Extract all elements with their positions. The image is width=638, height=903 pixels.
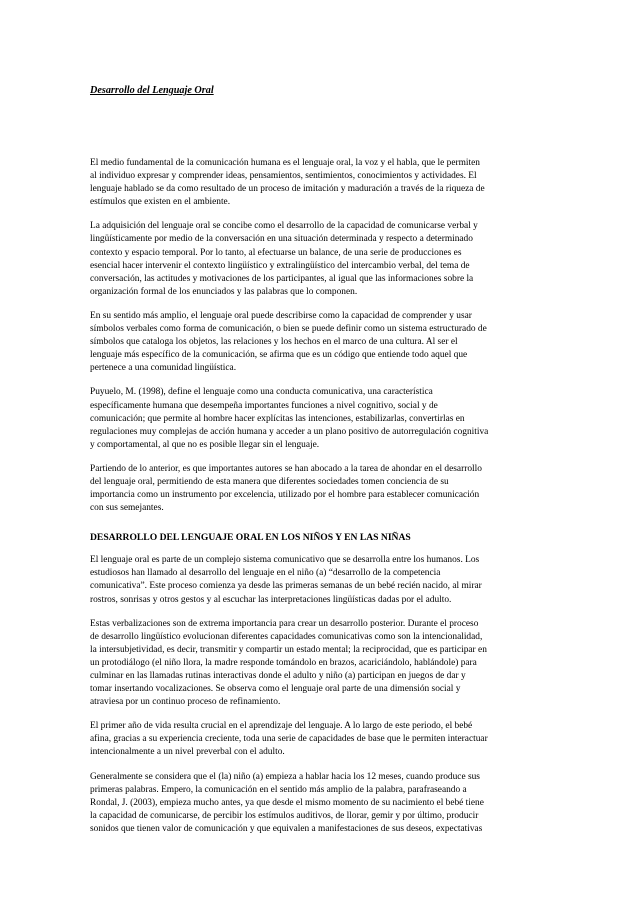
paragraph-line: El medio fundamental de la comunicación humana es el lenguaje oral, la voz y el habla, que le permiten <box>90 158 480 168</box>
paragraph <box>90 386 546 451</box>
paragraph-line: Partiendo de lo anterior, es que importantes autores se han abocado a la tarea de ahondar en el desarrollo <box>90 463 482 474</box>
paragraph-line: símbolos que cataloga los objetos, las relaciones y los hechos en el marco de una cultura. Al ser el <box>90 337 458 348</box>
paragraph-line: culminar en las llamadas rutinas interactivas donde el adulto y niño (a) participan en juegos de dar y <box>90 671 466 681</box>
paragraph-line: comunicativa”. Este proceso comienza ya desde las primeras semanas de un bebé recién nacido, al mirar <box>90 581 482 592</box>
document-body <box>90 157 546 847</box>
paragraph-line: de desarrollo lingüístico evolucionan diferentes capacidades comunicativas como son la intencionalidad, <box>90 631 483 642</box>
paragraph <box>90 720 546 759</box>
paragraph-line: estudiosos han llamado al desarrollo del lenguaje en el niño (a) “desarrollo de la competencia <box>90 568 441 579</box>
paragraph-line: específicamente humana que desempeña importantes funciones a nivel cognitivo, social y de <box>90 400 438 411</box>
paragraph-line: lingüísticamente por medio de la conversación en una situación determinada y respecto a determinado <box>90 234 473 245</box>
paragraph <box>90 554 546 606</box>
paragraph <box>90 157 546 209</box>
paragraph-line: estímulos que existen en el ambiente. <box>90 197 231 208</box>
paragraph-line: Estas verbalizaciones son de extrema importancia para crear un desarrollo posterior. Durante el proceso <box>90 618 479 629</box>
paragraph-line: tomar insertando vocalizaciones. Se observa como el lenguaje oral parte de una dimensión social y <box>90 684 461 695</box>
paragraph-line: importancia como un instrumento por excelencia, utilizado por el hombre para establecer comunicación <box>90 490 480 501</box>
paragraph-line: En su sentido más amplio, el lenguaje oral puede describirse como la capacidad de comprender y usar <box>90 310 472 321</box>
paragraph-line: sonidos que tienen valor de comunicación y que equivalen a manifestaciones de sus deseos, expectativas <box>90 823 483 834</box>
paragraph <box>90 618 546 710</box>
paragraph-line: pertenece a una comunidad lingüística. <box>90 363 237 374</box>
paragraph-line: al individuo expresar y comprender ideas, pensamientos, sentimientos, conocimientos y actividades. El <box>90 171 477 182</box>
section-heading: DESARROLLO DEL LENGUAJE ORAL EN LOS NIÑOS Y EN LAS NIÑAS <box>90 532 411 544</box>
paragraph <box>90 220 546 299</box>
paragraph-line: un protodiálogo (el niño llora, la madre responde tomándolo en brazos, acariciándolo, hablándole) para <box>90 657 477 668</box>
paragraph-line: y comportamental, al que no es posible llegar sin el lenguaje. <box>90 439 320 450</box>
paragraph-line: Puyuelo, M. (1998), define el lenguaje como una conducta comunicativa, una característica <box>90 387 433 398</box>
paragraph-line: contexto y espacio temporal. Por lo tanto, al efectuarse un balance, de una serie de producciones es <box>90 247 462 258</box>
paragraph-line: regulaciones muy complejas de acción humana y acceder a un plano positivo de autorregulación cognitiva <box>90 426 489 437</box>
paragraph-line: afina, gracias a su experiencia creciente, toda una serie de capacidades de base que le permiten interactuar <box>90 734 488 745</box>
paragraph-line: organización formal de los enunciados y las palabras que lo componen. <box>90 286 358 297</box>
intro-section <box>90 157 546 515</box>
paragraph-line: Generalmente se considera que el (la) niño (a) empieza a hablar hacia los 12 meses, cuando produce sus <box>90 771 480 782</box>
paragraph-line: Rondal, J. (2003), empieza mucho antes, ya que desde el mismo momento de su nacimiento el bebé tiene <box>90 797 484 808</box>
paragraph <box>90 771 546 836</box>
paragraph-line: lenguaje hablado se da como resultado de un proceso de imitación y maduración a través de la riqueza de <box>90 184 485 195</box>
paragraph-line: símbolos verbales como forma de comunicación, o bien se puede definir como un sistema estructurado de <box>90 324 487 335</box>
paragraph-line: del lenguaje oral, permitiendo de esta manera que diferentes sociedades tomen conciencia de su <box>90 476 449 487</box>
paragraph-line: atraviesa por un continuo proceso de refinamiento. <box>90 697 281 708</box>
paragraph-line: rostros, sonrisas y otros gestos y al escuchar las interpretaciones lingüísticas dadas por el adulto. <box>90 594 452 605</box>
document-title: Desarrollo del Lenguaje Oral <box>90 85 214 96</box>
paragraph-line: esencial hacer intervenir el contexto lingüístico y extralingüístico del intercambio verbal, del tema de <box>90 260 470 271</box>
paragraph-line: con sus semejantes. <box>90 503 164 514</box>
children-development-section <box>90 554 546 836</box>
paragraph-line: El primer año de vida resulta crucial en el aprendizaje del lenguaje. A lo largo de este periodo, el bebé <box>90 721 473 732</box>
paragraph-line: intencionalmente a un nivel preverbal con el adulto. <box>90 747 285 758</box>
paragraph-line: primeras palabras. Empero, la comunicación en el sentido más amplio de la palabra, parafraseando a <box>90 784 467 795</box>
paragraph-line: conversación, las actitudes y motivaciones de los participantes, al igual que las informaciones sobre la <box>90 273 474 284</box>
paragraph-line: la intersubjetividad, es decir, transmitir y compartir un estado mental; la reciprocidad, que es participar en <box>90 644 487 655</box>
paragraph-line: El lenguaje oral es parte de un complejo sistema comunicativo que se desarrolla entre los humanos. Los <box>90 555 480 566</box>
paragraph-line: comunicación; que permite al hombre hacer explícitas las intenciones, estabilizarlas, convertirlas en <box>90 413 465 424</box>
paragraph <box>90 310 546 375</box>
paragraph-line: la capacidad de comunicarse, de percibir los estímulos auditivos, de llorar, gemir y por último, producir <box>90 810 479 821</box>
paragraph-line: La adquisición del lenguaje oral se concibe como el desarrollo de la capacidad de comunicarse verbal y <box>90 221 478 232</box>
paragraph-line: lenguaje más específico de la comunicación, se afirma que es un código que entiende todo aquel que <box>90 350 468 361</box>
paragraph <box>90 463 546 515</box>
